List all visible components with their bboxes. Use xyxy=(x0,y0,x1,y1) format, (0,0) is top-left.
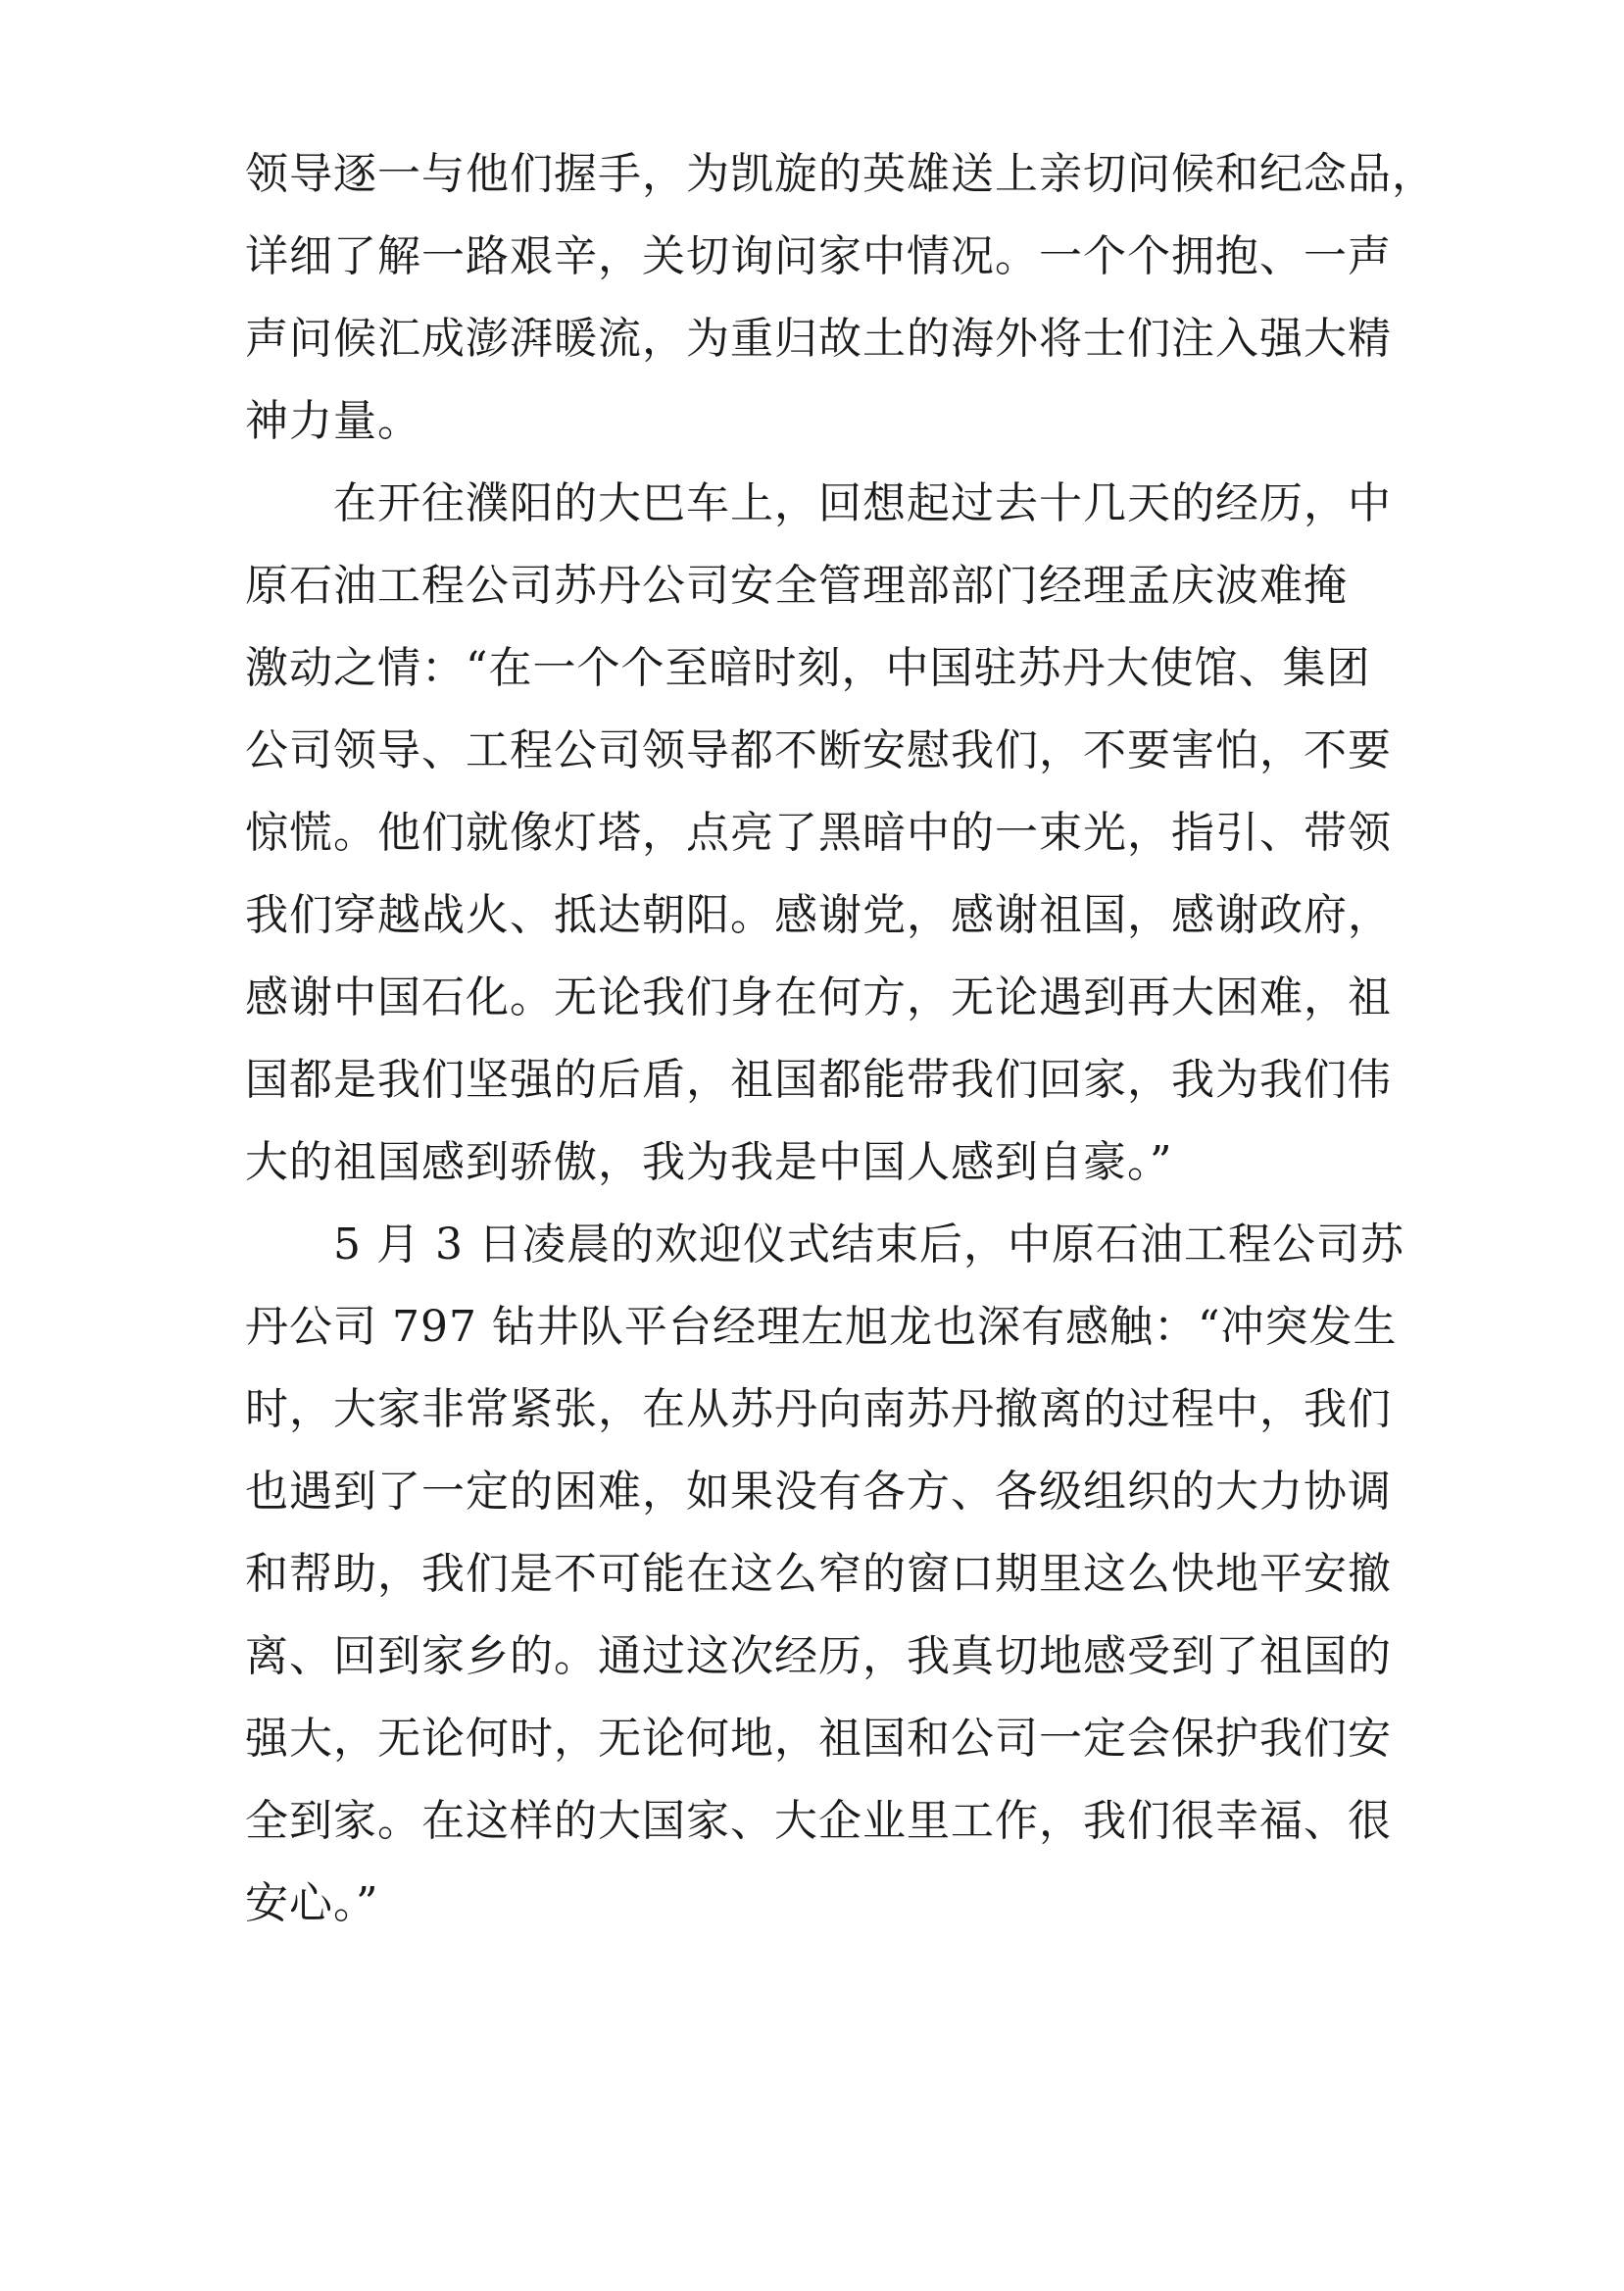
text-line: 神力量。 xyxy=(245,396,421,446)
paragraph-first-line: 在开往濮阳的大巴车上，回想起过去十几天的经历，中 xyxy=(333,478,1392,528)
text-line: 我们穿越战火、抵达朝阳。感谢党，感谢祖国，感谢政府， xyxy=(245,890,1392,940)
text-line: 领导逐一与他们握手，为凯旋的英雄送上亲切问候和纪念品， xyxy=(245,149,1436,199)
paragraph-first-line: 5 月 3 日凌晨的欢迎仪式结束后，中原石油工程公司苏 xyxy=(333,1220,1404,1270)
text-line: 惊慌。他们就像灯塔，点亮了黑暗中的一束光，指引、带领 xyxy=(245,808,1392,858)
text-line: 公司领导、工程公司领导都不断安慰我们，不要害怕，不要 xyxy=(245,725,1392,775)
text-line: 丹公司 797 钻井队平台经理左旭龙也深有感触：“冲突发生 xyxy=(245,1302,1398,1352)
text-line: 国都是我们坚强的后盾，祖国都能带我们回家，我为我们伟 xyxy=(245,1055,1392,1105)
text-line: 安心。” xyxy=(245,1878,379,1928)
text-line: 激动之情：“在一个个至暗时刻，中国驻苏丹大使馆、集团 xyxy=(245,643,1371,693)
text-line: 强大，无论何时，无论何地，祖国和公司一定会保护我们安 xyxy=(245,1714,1392,1764)
text-line: 大的祖国感到骄傲，我为我是中国人感到自豪。” xyxy=(245,1137,1173,1187)
text-line: 也遇到了一定的困难，如果没有各方、各级组织的大力协调 xyxy=(245,1467,1392,1517)
text-line: 原石油工程公司苏丹公司安全管理部部门经理孟庆波难掩 xyxy=(245,561,1348,611)
text-line: 和帮助，我们是不可能在这么窄的窗口期里这么快地平安撤 xyxy=(245,1549,1392,1599)
text-line: 详细了解一路艰辛，关切询问家中情况。一个个拥抱、一声 xyxy=(245,231,1392,281)
text-line: 感谢中国石化。无论我们身在何方，无论遇到再大困难，祖 xyxy=(245,972,1392,1022)
text-line: 全到家。在这样的大国家、大企业里工作，我们很幸福、很 xyxy=(245,1796,1392,1846)
text-line: 时，大家非常紧张，在从苏丹向南苏丹撤离的过程中，我们 xyxy=(245,1384,1392,1434)
text-line: 声问候汇成澎湃暖流，为重归故土的海外将士们注入强大精 xyxy=(245,314,1392,364)
text-line: 离、回到家乡的。通过这次经历，我真切地感受到了祖国的 xyxy=(245,1631,1392,1681)
